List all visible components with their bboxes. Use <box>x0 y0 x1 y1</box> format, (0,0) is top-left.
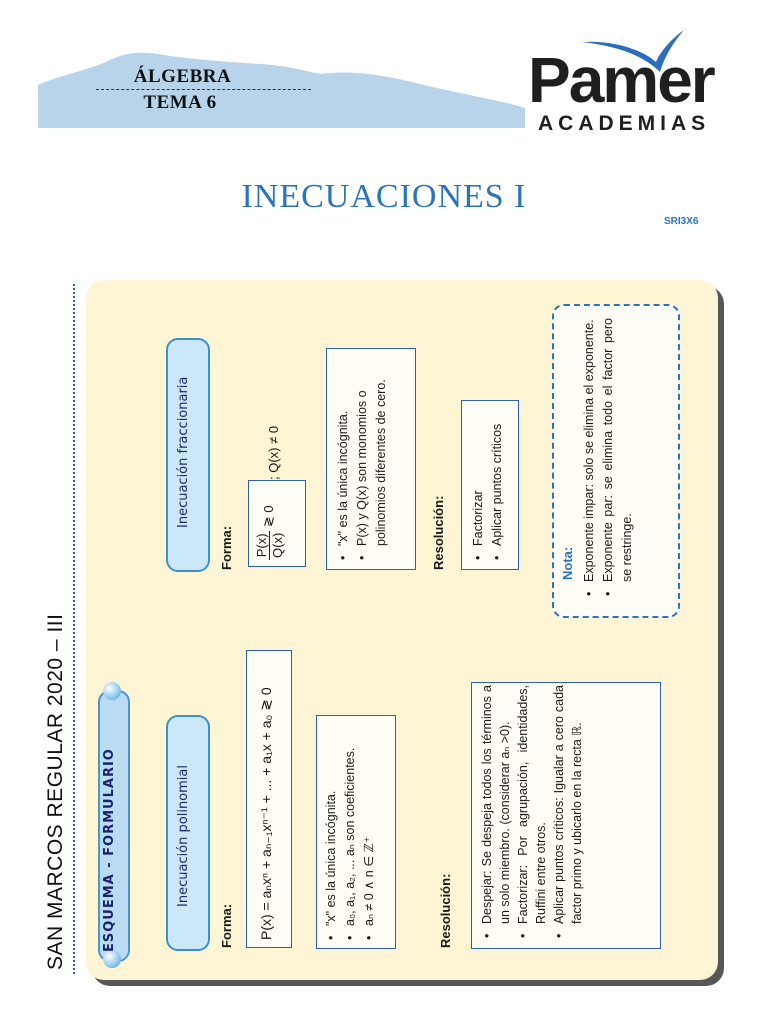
poly-def-item: • "x" es la única incógnita. <box>322 717 341 942</box>
poly-resolution-list <box>478 685 586 940</box>
frac-definition-list <box>334 352 391 562</box>
frac-denominator: Q(x) <box>270 532 285 558</box>
subject-label: ÁLGEBRA <box>133 66 232 87</box>
logo-subtitle: ACADEMIAS <box>538 112 711 135</box>
frac-formula <box>254 505 285 560</box>
poly-def-item: • aₙ ≠ 0 ∧ n ∈ ℤ⁺ <box>360 717 379 942</box>
frac-resolution-label: Resolución: <box>431 495 446 570</box>
frac-relation: ≷ 0 <box>260 505 276 528</box>
poly-definition-list <box>322 717 379 942</box>
frac-resolution-item: • Factorizar <box>469 402 488 562</box>
formula-panel <box>86 280 718 980</box>
header-wave-banner <box>0 0 560 140</box>
tag-ring-top <box>103 682 121 700</box>
poly-def-item: • a₀, a₁, a₂, ... aₙ son coeficientes. <box>341 717 360 942</box>
note-label: Nota: <box>560 546 575 580</box>
document-code: SRI3X6 <box>664 216 699 227</box>
poly-resolution-item: • Factorizar: Por agrupación, identidades, Ruffini entre otros. <box>514 685 550 940</box>
note-item: • Exponente par: se elimina todo el factor pero se restringe. <box>599 318 637 598</box>
logo-name: Pamer <box>528 44 714 116</box>
subject-divider <box>96 89 311 90</box>
esquema-tag-label: ESQUEMA - FORMULARIO <box>102 748 117 952</box>
side-divider-line <box>73 284 75 974</box>
frac-resolution-item: • Aplicar puntos críticos <box>488 402 507 562</box>
poly-resolution-item: • Despejar: Se despeja todos los términos a un solo miembro. (considerar aₙ >0). <box>478 685 514 940</box>
poly-label: Inecuación polinomial <box>176 765 191 907</box>
poly-formula: P(x) = aₙxⁿ + aₙ₋₁xⁿ⁻¹ + ... + a₁x + a₀ ≷ 0 <box>258 687 274 940</box>
frac-resolution-list <box>469 402 507 562</box>
frac-def-item: • "x" es la única incógnita. <box>334 352 353 562</box>
note-item: • Exponente impar: solo se elimina el exponente. <box>580 318 599 598</box>
frac-def-item: • P(x) y Q(x) son monomios o polinomios diferentes de cero. <box>353 352 391 562</box>
side-title: SAN MARCOS REGULAR 2020 – III <box>44 613 67 970</box>
frac-forma-label: Forma: <box>219 525 234 570</box>
note-list <box>580 318 637 598</box>
frac-condition: ; Q(x) ≠ 0 <box>266 425 281 480</box>
poly-resolution-item: • Aplicar puntos críticos: Igualar a cero cada factor primo y ubicarlo en la recta ℝ. <box>550 685 586 940</box>
poly-forma-label: Forma: <box>219 903 234 948</box>
page-title: INECUACIONES I <box>241 178 527 215</box>
tag-ring-bottom <box>103 950 121 968</box>
frac-numerator: P(x) <box>254 531 270 560</box>
frac-label: Inecuación fraccionaria <box>176 376 191 528</box>
poly-resolution-label: Resolución: <box>438 873 453 948</box>
topic-label: TEMA 6 <box>143 92 217 113</box>
